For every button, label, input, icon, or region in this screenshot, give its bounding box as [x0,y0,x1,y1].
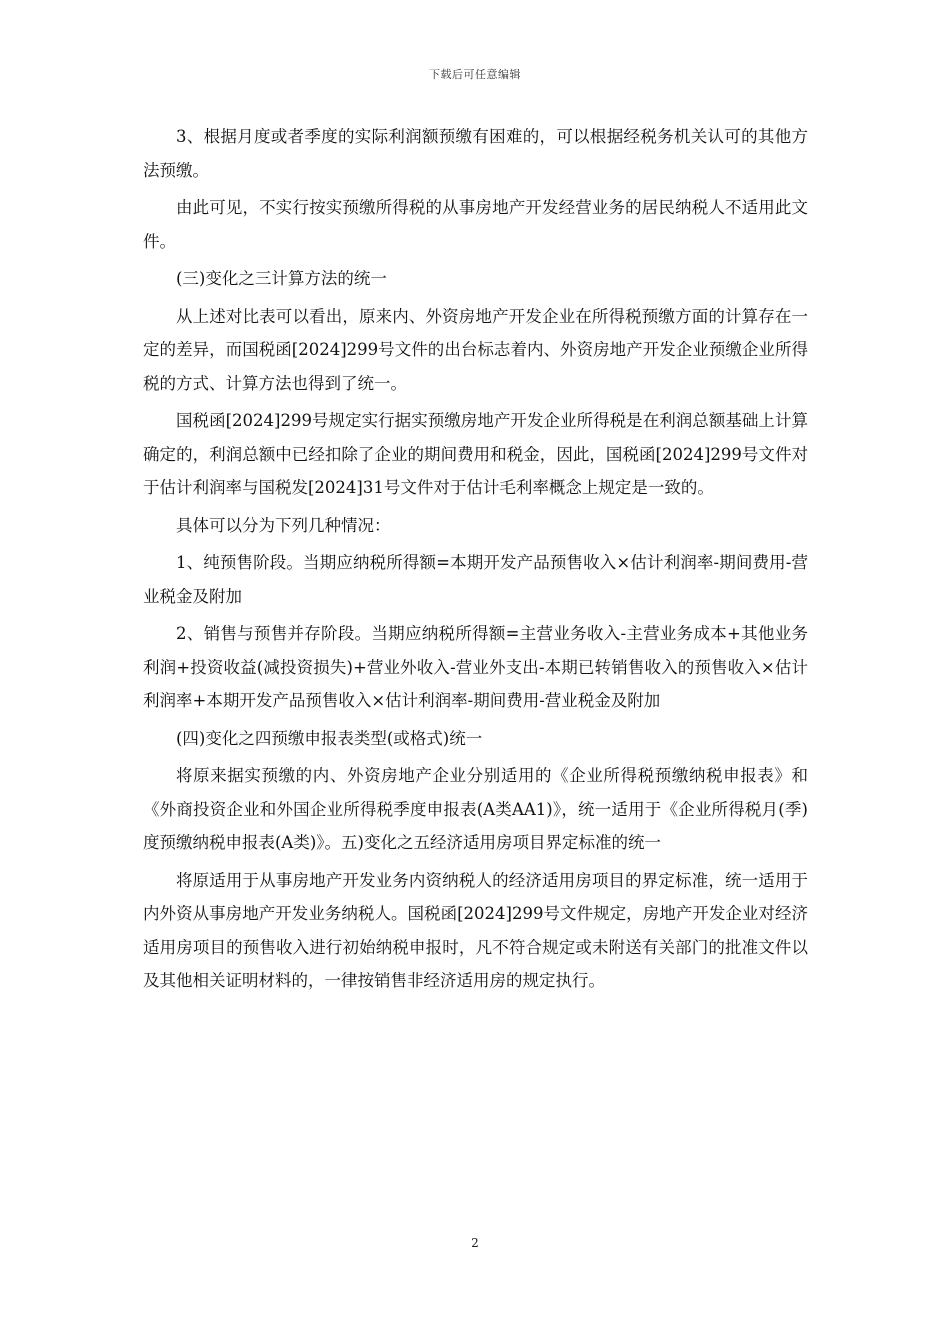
page-number: 2 [471,1236,479,1250]
document-body [143,120,808,1002]
paragraph-10: 将原来据实预缴的内、外资房地产企业分别适用的《企业所得税预缴纳税申报表》和《外商投资企业和外国企业所得税季度申报表(A类AA1)》，统一适用于《企业所得税月(季)度预缴纳税申报表(A类)》。五)变化之五经济适用房项目界定标准的统一 [143,766,808,852]
paragraph-5: 国税函[2024]299号规定实行据实预缴房地产开发企业所得税是在利润总额基础上计算确定的，利润总额中已经扣除了企业的期间费用和税金，因此，国税函[2024]299号文件对于估计利润率与国税发[2024]31号文件对于估计毛利率概念上规定是一致的。 [143,411,808,497]
section-heading-3: (三)变化之三计算方法的统一 [176,269,387,288]
paragraph-2: 由此可见，不实行按实预缴所得税的从事房地产开发经营业务的居民纳税人不适用此文件。 [143,198,808,251]
paragraph-4: 从上述对比表可以看出，原来内、外资房地产开发企业在所得税预缴方面的计算存在一定的差异，而国税函[2024]299号文件的出台标志着内、外资房地产开发企业预缴企业所得税的方式、计算方法也得到了统一。 [143,306,808,393]
paragraph-11: 将原适用于从事房地产开发业务内资纳税人的经济适用房项目的界定标准，统一适用于内外资从事房地产开发业务纳税人。国税函[2024]299号文件规定，房地产开发企业对经济适用房项目的预售收入进行初始纳税申报时，凡不符合规定或未附送有关部门的批准文件以及其他相关证明材料的，一律按销售非经济适用房的规定执行。 [143,870,808,990]
page-header: 下载后可任意编辑 [429,68,521,81]
section-heading-4: (四)变化之四预缴申报表类型(或格式)统一 [176,728,483,748]
paragraph-6: 具体可以分为下列几种情况： [176,515,391,535]
paragraph-1: 3、根据月度或者季度的实际利润额预缴有困难的，可以根据经税务机关认可的其他方法预缴。 [143,127,808,180]
paragraph-8: 2、销售与预售并存阶段。当期应纳税所得额=主营业务收入-主营业务成本+其他业务利润+投资收益(减投资损失)+营业外收入-营业外支出-本期已转销售收入的预售收入×估计利润率+本期开发产品预售收入×估计利润率-期间费用-营业税金及附加 [143,624,808,710]
paragraph-7: 1、纯预售阶段。当期应纳税所得额=本期开发产品预售收入×估计利润率-期间费用-营业税金及附加 [143,553,808,606]
